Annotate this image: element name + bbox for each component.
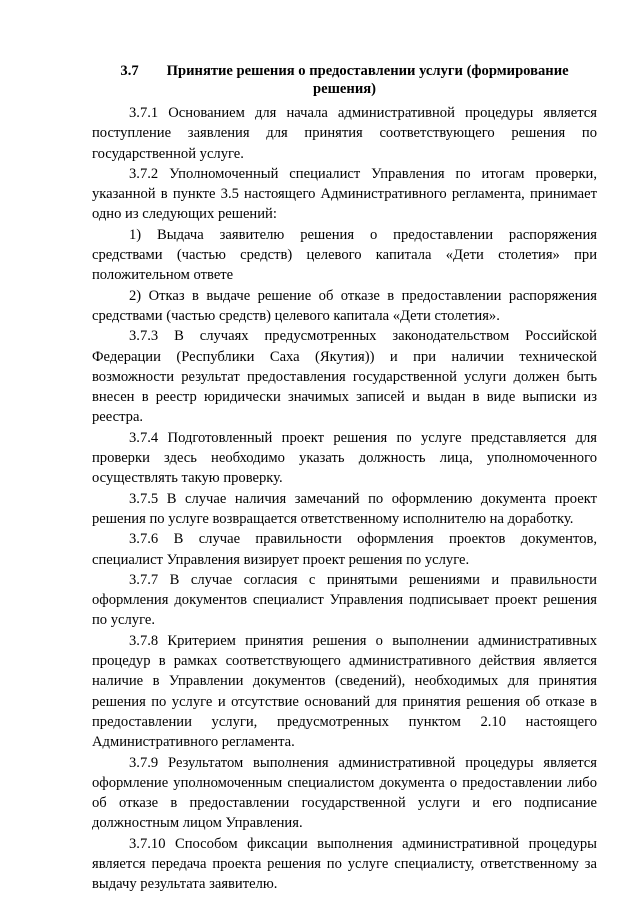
section-heading xyxy=(92,62,597,98)
paragraph-3-7-6: 3.7.6 В случае правильности оформления проектов документов, специалист Управления визирует проект решения по услуге. xyxy=(92,531,597,568)
list-item-1: 1) Выдача заявителю решения о предоставлении распоряжения средствами (частью средств) целевого капитала «Дети столетия» при положительном ответе xyxy=(92,226,597,284)
paragraph-3-7-8: 3.7.8 Критерием принятия решения о выполнении административных процедур в рамках соответствующего административного действия является наличие в Управлении документов (сведений), необходимых для принятия решения по услуге и отсутствие оснований для принятия решения об отказе в предоставлении услуги, предусмотренных пунктом 2.10 настоящего Административного регламента. xyxy=(92,632,597,751)
paragraph-3-7-10: 3.7.10 Способом фиксации выполнения административной процедуры является передача проекта решения по услуге специалисту, ответственному за выдачу результата заявителю. xyxy=(92,835,597,893)
paragraph-3-7-1: 3.7.1 Основанием для начала административной процедуры является поступление заявления для принятия соответствующего решения по государственной услуге. xyxy=(92,105,597,162)
list-item-2: 2) Отказ в выдаче решение об отказе в предоставлении распоряжения средствами (частью средств) целевого капитала «Дети столетия». xyxy=(92,287,597,324)
paragraph-3-7-5: 3.7.5 В случае наличия замечаний по оформлению документа проект решения по услуге возвращается ответственному исполнителю на доработку. xyxy=(92,490,597,527)
paragraph-3-7-7: 3.7.7 В случае согласия с принятыми решениями и правильности оформления документов специалист Управления подписывает проект решения по услуге. xyxy=(92,571,597,629)
section-number: 3.7 xyxy=(120,63,139,79)
paragraph-3-7-4: 3.7.4 Подготовленный проект решения по услуге представляется для проверки здесь необходимо указать должность лица, уполномоченного осуществлять такую проверку. xyxy=(92,429,597,487)
section-title: Принятие решения о предоставлении услуги (формирование решения) xyxy=(166,63,569,97)
paragraph-3-7-2: 3.7.2 Уполномоченный специалист Управления по итогам проверки, указанной в пункте 3.5 настоящего Административного регламента, принимает одно из следующих решений: xyxy=(92,165,597,223)
paragraph-3-7-9: 3.7.9 Результатом выполнения административной процедуры является оформление уполномоченным специалистом документа о предоставлении либо об отказе в предоставлении государственной услуги и его подписание должностным лицом Управления. xyxy=(92,754,597,832)
paragraph-3-7-3: 3.7.3 В случаях предусмотренных законодательством Российской Федерации (Республики Саха (Якутия)) и при наличии технической возможности результат предоставления государственной услуги должен быть внесен в реестр юридически значимых записей и выдан в виде выписки из реестра. xyxy=(92,328,597,426)
